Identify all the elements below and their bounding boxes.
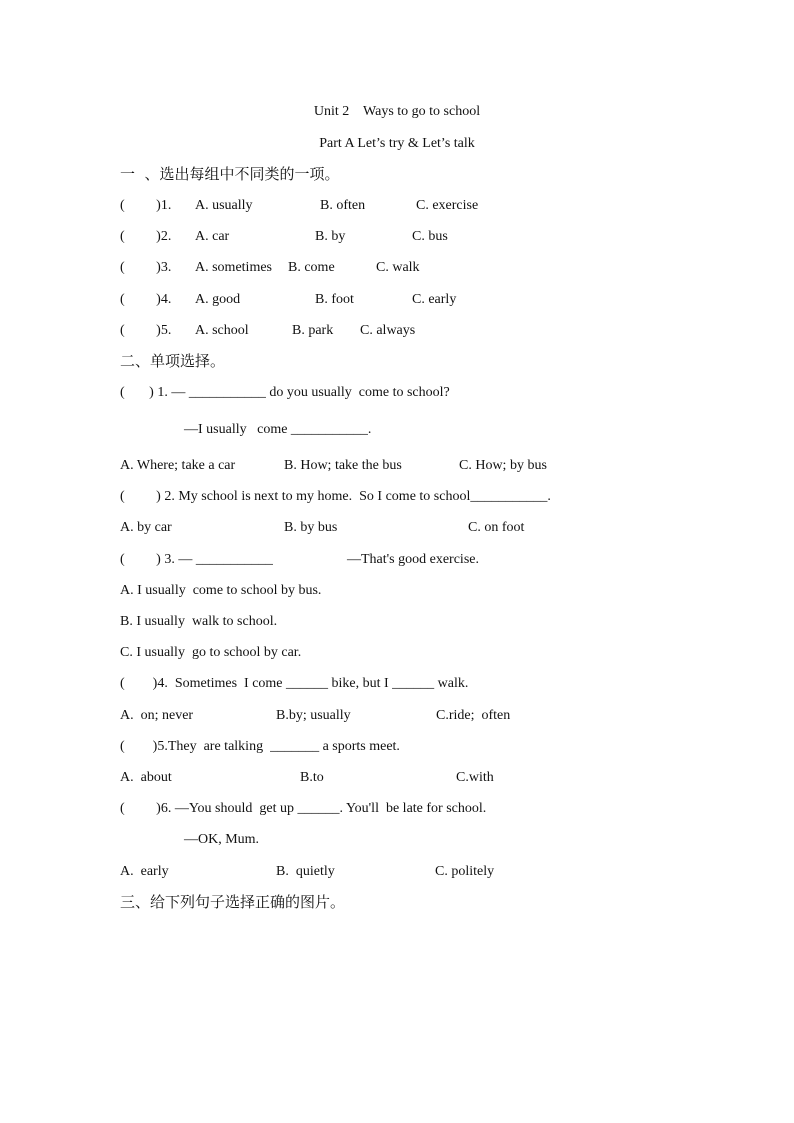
question-stem: ( ) 2. My school is next to my home. So I come to school___________.: [120, 489, 551, 504]
section2-heading: 二、单项选择。: [120, 352, 226, 370]
option-a: A. about: [120, 770, 172, 785]
option-c: C. early: [412, 292, 457, 307]
option-b: B. by bus: [284, 520, 338, 535]
option-c: C. on foot: [468, 520, 525, 535]
option-c: C.with: [456, 770, 494, 785]
option-a: A. usually: [195, 198, 253, 213]
section3-heading: 三、给下列句子选择正确的图片。: [120, 893, 346, 911]
option-c: C. politely: [435, 864, 495, 879]
item-number: ( )2.: [120, 229, 172, 244]
option-b: B. I usually walk to school.: [120, 614, 278, 629]
option-a: A. by car: [120, 520, 172, 535]
option-b: B. foot: [315, 292, 354, 307]
item-number: ( )3.: [120, 260, 172, 275]
option-a: A. sometimes: [195, 260, 272, 275]
question-stem: ( ) 3. — ___________: [120, 552, 273, 567]
option-a: A. on; never: [120, 708, 194, 723]
option-c: C. always: [360, 323, 416, 338]
question-reply: —That's good exercise.: [347, 552, 479, 567]
option-b: B. quietly: [276, 864, 335, 879]
item-number: ( )5.: [120, 323, 172, 338]
option-c: C. bus: [412, 229, 448, 244]
option-a: A. car: [195, 229, 230, 244]
option-b: B.by; usually: [276, 708, 351, 723]
question-reply: —I usually come ___________.: [184, 422, 372, 437]
option-c: C. exercise: [416, 198, 479, 213]
unit-title: Unit 2 Ways to go to school: [313, 104, 481, 119]
question-stem: ( )5.They are talking _______ a sports meet.: [120, 739, 400, 754]
part-title: Part A Let’s try & Let’s talk: [319, 136, 475, 151]
option-c: C.ride; often: [436, 708, 511, 723]
option-c: C. How; by bus: [459, 458, 547, 473]
option-a: A. early: [120, 864, 169, 879]
option-b: B. often: [320, 198, 366, 213]
question-stem: ( ) 1. — ___________ do you usually come to school?: [120, 385, 450, 400]
option-c: C. I usually go to school by car.: [120, 645, 302, 660]
option-b: B. park: [292, 323, 334, 338]
option-a: A. Where; take a car: [120, 458, 236, 473]
option-b: B. How; take the bus: [284, 458, 402, 473]
option-a: A. school: [195, 323, 249, 338]
question-reply: —OK, Mum.: [184, 832, 260, 847]
option-a: A. I usually come to school by bus.: [120, 583, 322, 598]
option-c: C. walk: [376, 260, 420, 275]
option-b: B. come: [288, 260, 335, 275]
section1-heading: 一 、选出每组中不同类的一项。: [120, 165, 340, 183]
question-stem: ( )6. —You should get up ______. You'll be late for school.: [120, 801, 487, 816]
option-b: B.to: [300, 770, 324, 785]
item-number: ( )4.: [120, 292, 172, 307]
item-number: ( )1.: [120, 198, 172, 213]
option-b: B. by: [315, 229, 346, 244]
option-a: A. good: [195, 292, 241, 307]
question-stem: ( )4. Sometimes I come ______ bike, but I ______ walk.: [120, 676, 469, 691]
